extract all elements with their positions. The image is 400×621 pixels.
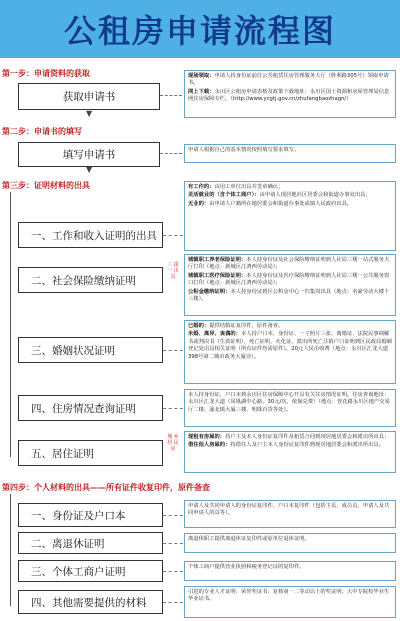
box-id-household: 一、身份证及户口本 xyxy=(18,503,163,527)
step-3-bracket xyxy=(10,192,11,457)
connector xyxy=(163,602,183,603)
arrow-down-icon: ▼ xyxy=(86,165,93,174)
box-business-license: 三、个体工商户证明 xyxy=(18,560,163,582)
box-get-application: 获取申请书 xyxy=(18,83,160,110)
note-social-insurance: 城镇职工养老保险证明：本人持身份证及社会保险缴纳证明到人社局三楼一站式服务大厅打印（地点：新城区江鸿西劳动局）； 城镇职工医疗保险证明：本人持身份证及医疗保险缴纳证明到人社局三楼一公共服务窗口打印（地点：新城区江鸿西劳动局）； 公积金缴纳证明：本人持身份证到区公积金中心一归集岗出具（地点：名豪劳动大楼十三楼）。 xyxy=(184,254,396,316)
note-marital-status: 已婚的：提供结婚证复印件，原件备查。 未婚、离异、丧偶的：本人持户口本、身份证、一寸照片三张、离婚证、法院民事调解书或判决书（生效证明）、死亡证明、火化证、派出所死亡注销户口证明到区民政局婚姻登记处出具相关证明（所有证件均需原件），20元人民币收费（地点：永川区汇龙大道398号第二城市政务大厦旁）。 xyxy=(184,320,396,384)
box-housing-query: 四、住房情况查询证明 xyxy=(18,395,163,421)
note-fill-application: 申请人根据自己的基本情况按照填写要求填写。 xyxy=(184,144,396,163)
arrow-down-icon: ▼ xyxy=(86,109,93,118)
note-residence-proof: 现租有房屋的：持户主及本人身份证复印件及租赁合同到现居地居委会和派出所出具； 借住他人房屋的：持借住人及户主本人身份证复印件到现居地居委会和派出所出具。 xyxy=(184,431,396,473)
box-marital-status: 三、婚姻状况证明 xyxy=(18,337,163,363)
connector xyxy=(163,515,183,516)
step-2-heading: 第二步：申请书的填写 xyxy=(2,127,82,136)
step-4-heading: 第四步：个人材料的出具——所有证件收复印件，原件备查 xyxy=(2,483,210,492)
side-label: 三 提 一 出 具 xyxy=(167,262,179,280)
step-1-heading: 第一步：申请资料的获取 xyxy=(2,69,90,78)
note-income-proof: 有工作的：由用工单位出具并签章确认； 灵活就业的（含个体工商户）：由申请人现居地社区居委会和街道办事处出具； 无业的：由申请人户籍所在地居委会和街道办事处或镇人民政府出具。 xyxy=(184,181,396,251)
box-fill-application: 填写申请书 xyxy=(18,142,160,167)
connector xyxy=(163,543,183,544)
step-3-heading: 第三步：证明材料的出具 xyxy=(2,181,90,190)
note-retirement: 离退休职工提供离退休证复印件或原单位退休证明。 xyxy=(184,533,396,553)
note-get-application: 现场领取：申请人持身份证前往公共租赁住房管理服务大厅（胜利路305号）领取申请书。 网上下载：永川区公租房申请表格及政策下载地址：永川区国土资源和房屋管理局信息网住房保障专栏。（http://www.ycgtj.gov.cn/zhufangbaozhagn/） xyxy=(184,70,396,118)
connector xyxy=(163,571,183,572)
note-housing-query: 本人持身份证，户口本到永川区住房保障中心开具有关住房情况证明。住房查询地址：永川区汇龙大道（凤凰湖中心路、30元/次，依保兑费）（地点：萱花路永川区地产交易厅二楼、渝北镇大厦三楼、明珠百货等处）。 xyxy=(184,389,396,427)
box-income-proof: 一、工作和收入证明的出具 xyxy=(18,222,163,248)
connector xyxy=(163,408,183,409)
connector xyxy=(160,153,182,154)
box-social-insurance: 二、社会保险缴纳证明 xyxy=(18,267,163,293)
note-id-household: 申请人及共同申请人的身份证复印件、户口本复印件（包括主页、成员页、申请人及共同申请人的页等）。 xyxy=(184,500,396,528)
side-label: 城 乡 居 民 房 xyxy=(167,434,179,452)
connector xyxy=(160,95,182,96)
box-retirement: 二、离退休证明 xyxy=(18,532,163,554)
connector xyxy=(163,235,183,236)
box-residence-proof: 五、居住证明 xyxy=(18,440,163,466)
note-business-license: 个体工商户提供营业执照和税务登记证的复印件。 xyxy=(184,561,396,581)
box-other-materials: 四、其他需要提供的材料 xyxy=(18,590,163,614)
connector xyxy=(163,350,183,351)
page-title: 公租房申请流程图 xyxy=(63,12,336,50)
step-4-bracket xyxy=(10,494,11,606)
note-other-materials: 引进的专业人才证明：荣誉奖证书；复核第一二等动以上的奖证明；大中专院校毕业生毕业证书。 xyxy=(184,586,396,618)
